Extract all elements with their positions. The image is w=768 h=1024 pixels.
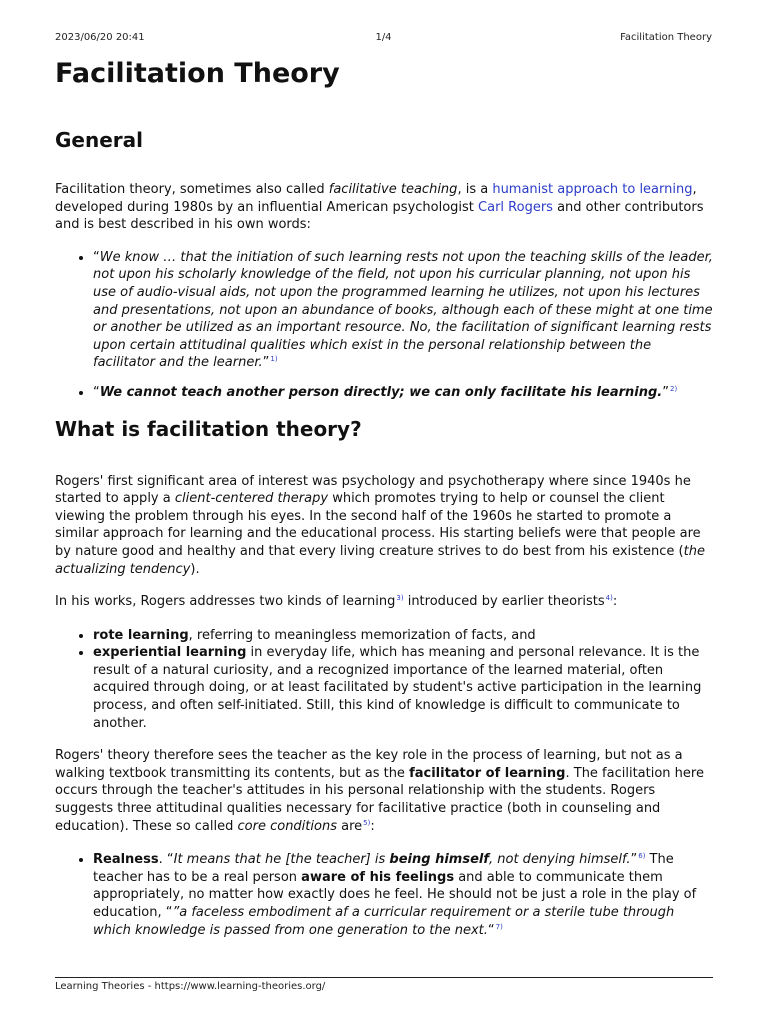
list-item-quote-2: • “We cannot teach another person directly; we can only facilitate his learning.”$^{2)}$ [93,384,715,402]
footnote-ref-5[interactable]: 5) [363,818,371,827]
link-humanist-approach[interactable]: humanist approach to learning [492,182,693,197]
header-datetime: 2023/06/20 20:41 [55,32,145,43]
page-footer: Learning Theories - https://www.learning-theories.org/ [55,981,326,992]
learning-kinds-list [55,627,715,733]
page-content [55,54,715,939]
footnote-ref-6[interactable]: 6) [638,852,646,861]
paragraph-teacher-role: Rogers' theory therefore sees the teacher as the key role in the process of learning, but not as a walking textbook transmitting its contents, but as the facilitator of learning. The facilitation here occurs through the teacher's attitudes in his personal relationship with the students. Rogers suggests three attitudinal qualities necessary for facilitative practice (both in counseling and education). These so called core conditions are$^{5)}$: [55,748,704,834]
paragraph-kinds-of-learning: In his works, Rogers addresses two kinds of learning$^{3)}$ introduced by earlier theorists$^{4)}$: [55,594,618,610]
list-item-experiential-learning: • experiential learning in everyday life, which has meaning and personal relevance. It is the result of a natural curiosity, and a recognized importance of the learned material, often acquired through doing, or at least facilitated by student's active participation in the learning process, and often self-initiated. Still, this kind of knowledge is difficult to communicate to another. [93,644,715,732]
intro-paragraph: Facilitation theory, sometimes also called facilitative teaching, is a humanist approach to learning, developed during 1980s by an influential American psychologist Carl Rogers and other contributors and is best described in his own words: [55,182,704,233]
footer-divider [55,977,713,978]
footnote-ref-1[interactable]: 1) [270,355,278,364]
paragraph-rogers-interest: Rogers' first significant area of interest was psychology and psychotherapy where since 1940s he started to apply a client-centered therapy which promotes trying to help or counsel the client viewing the problem through his eyes. In the second half of the 1960s he started to promote a similar approach for learning and the educational process. His starting beliefs were that people are by nature good and healthy and that every living creature strives to do best from his existence (the actualizing tendency). [55,473,705,577]
section-heading-what-is: What is facilitation theory? [55,416,362,441]
quote-list [55,249,715,402]
footnote-ref-2[interactable]: 2) [669,384,678,393]
header-doc-title: Facilitation Theory [620,32,712,43]
page-title: Facilitation Theory [55,58,340,89]
list-item-rote-learning: • rote learning, referring to meaningless memorization of facts, and [93,627,715,645]
list-item-realness: • Realness. “It means that he [the teacher] is being himself, not denying himself.”$^{6)}$ The teacher has to be a real person aware of his feelings and able to communicate them appropriately, no matter how exactly does he feel. He should not be just a role in the play of education, “”a faceless embodiment af a curricular requirement or a sterile tube through which knowledge is passed from one generation to the next.“$^{7)}$ [93,851,715,939]
footnote-ref-7[interactable]: 7) [495,922,503,931]
running-header [55,32,712,46]
core-conditions-list [55,851,715,939]
section-heading-general: General [55,128,143,152]
link-carl-rogers[interactable]: Carl Rogers [478,199,553,215]
footnote-ref-4[interactable]: 4) [605,594,613,603]
footnote-ref-3[interactable]: 3) [396,594,404,603]
list-item-quote-1: • “We know … that the initiation of such learning rests not upon the teaching skills of the leader, not upon his scholarly knowledge of the field, not upon his curricular planning, not upon his use of audio-visual aids, not upon the programmed learning he utilizes, not upon his lectures and presentations, not upon an abundance of books, although each of these might at one time or another be utilized as an important resource. No, the facilitation of significant learning rests upon certain attitudinal qualities which exist in the personal relationship between the facilitator and the learner.”$^{1)}$ [93,249,715,372]
header-page-number: 1/4 [375,32,392,43]
